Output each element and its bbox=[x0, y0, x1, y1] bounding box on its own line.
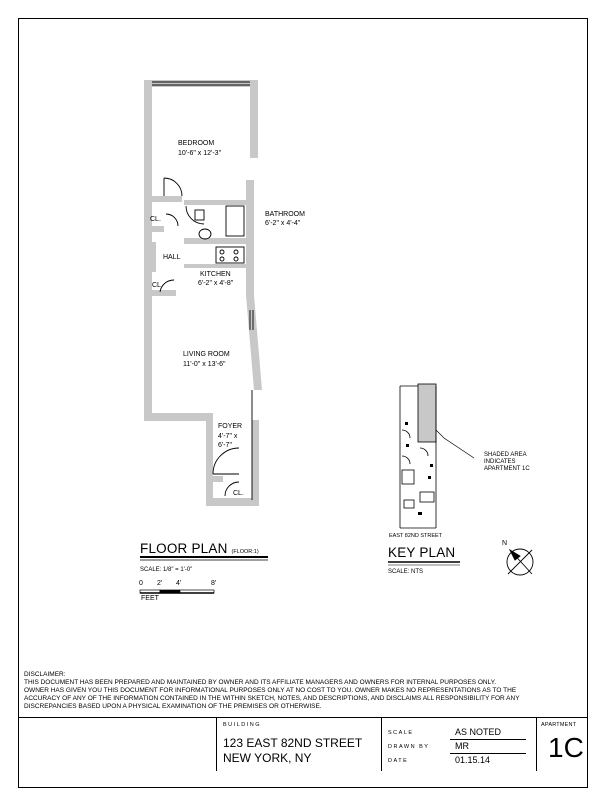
kitchen-south-wall bbox=[184, 264, 246, 268]
bathtub bbox=[226, 206, 244, 236]
floor-plan-title bbox=[140, 541, 259, 556]
north-wall bbox=[144, 80, 258, 87]
apartment-number: 1C bbox=[548, 732, 584, 763]
bathroom-label: BATHROOM bbox=[265, 211, 305, 218]
foyer-dimensions-1: 4'-7" x bbox=[218, 433, 238, 440]
scale-tick-4: 4' bbox=[176, 580, 182, 587]
shaded-apartment-1c bbox=[418, 384, 436, 442]
bathroom-dimensions: 6'-2" x 4'-4" bbox=[265, 220, 301, 227]
closet-label-1: CL. bbox=[150, 216, 161, 223]
scale-value: AS NOTED bbox=[455, 727, 502, 737]
kitchen-dimensions: 6'-2" x 4'-8" bbox=[198, 280, 234, 287]
info-cell bbox=[381, 718, 536, 771]
drawn-by-value: MR bbox=[455, 741, 469, 751]
address-line-1: 123 EAST 82ND STREET bbox=[223, 736, 363, 750]
disclaimer-block bbox=[24, 671, 586, 711]
closet-label-3: CL. bbox=[233, 490, 244, 497]
living-south-wall bbox=[144, 413, 210, 421]
bath-north-wall bbox=[184, 200, 248, 205]
disclaimer-line-1: THIS DOCUMENT HAS BEEN PREPARED AND MAINTAINED BY OWNER AND ITS AFFILIATE MANAGERS AND OWNERS FOR INTERNAL PURPOSES ONLY. bbox=[24, 679, 497, 686]
kitchen-north-wall bbox=[184, 238, 248, 244]
key-plan-note-2: INDICATES bbox=[484, 459, 516, 465]
bedroom-floor-wall bbox=[152, 196, 182, 202]
disclaimer-line-4: DISCREPANCIES BASED UPON A PHYSICAL EXAMINATION OF THE PREMISES OR OTHERWISE. bbox=[24, 703, 322, 710]
sink bbox=[195, 210, 204, 220]
bedroom-east-wall bbox=[250, 80, 258, 158]
scale-units: FEET bbox=[141, 595, 159, 602]
scale-tick-0: 0 bbox=[139, 580, 143, 587]
north-arrow-symbol bbox=[507, 549, 533, 575]
disclaimer-line-2: OWNER HAS GIVEN YOU THIS DOCUMENT FOR INFORMATIONAL PURPOSES ONLY AT NO COST TO YOU. OWNER MAKES NO REPRESENTATIONS AS TO THE bbox=[24, 687, 517, 694]
title-block bbox=[18, 717, 588, 770]
disclaimer-line-3: ACCURACY OF ANY OF THE INFORMATION CONTAINED IN THE WITHIN SKETCH, NOTES, AND DESCRIPTIONS, AND DISCLAIMS ALL RESPONSIBILITY FOR ANY bbox=[24, 695, 520, 702]
foyer-closet-wall bbox=[213, 476, 223, 482]
key-plan-title: KEY PLAN bbox=[388, 545, 456, 560]
bedroom-label: BEDROOM bbox=[178, 140, 215, 147]
graphic-scale-bar bbox=[140, 590, 214, 593]
key-plan-note-3: APARTMENT 1C bbox=[484, 466, 530, 472]
living-east-wall bbox=[246, 295, 262, 390]
hall-pier bbox=[148, 242, 156, 272]
key-plan-scale: SCALE: NTS bbox=[388, 569, 424, 575]
floor-note: (FLOOR:1) bbox=[231, 549, 259, 555]
bath-east-wall bbox=[246, 180, 254, 295]
kitchen-label: KITCHEN bbox=[200, 271, 231, 278]
north-label: N bbox=[502, 540, 508, 547]
foyer-south-wall bbox=[206, 498, 258, 506]
date-value: 01.15.14 bbox=[455, 755, 491, 765]
building-cell bbox=[216, 718, 396, 771]
drawn-by-label: DRAWN BY bbox=[388, 744, 430, 750]
disclaimer-heading: DISCLAIMER: bbox=[24, 671, 66, 678]
apartment-cell bbox=[536, 718, 588, 771]
scale-tick-8: 8' bbox=[211, 580, 217, 587]
floor-plan-title-text: FLOOR PLAN bbox=[140, 541, 228, 556]
foyer-label: FOYER bbox=[218, 423, 243, 430]
foyer-east-wall bbox=[252, 420, 259, 506]
date-label: DATE bbox=[388, 758, 409, 764]
key-plan-note-1: SHADED AREA bbox=[484, 452, 527, 458]
scale-label: SCALE bbox=[388, 730, 414, 736]
living-room-label: LIVING ROOM bbox=[183, 351, 230, 358]
address-line-2: NEW YORK, NY bbox=[223, 751, 312, 765]
bedroom-door-swing bbox=[164, 178, 182, 196]
entry-door-swing bbox=[213, 448, 239, 474]
bedroom-dimensions: 10'-6" x 12'-3" bbox=[178, 150, 222, 157]
floor-plan-scale: SCALE: 1/8" = 1'-0" bbox=[140, 567, 193, 573]
closet-wall bbox=[152, 226, 164, 232]
toilet bbox=[199, 229, 211, 239]
apartment-label: APARTMENT bbox=[541, 722, 577, 728]
hall-south-wall bbox=[152, 290, 176, 296]
foyer-west-wall bbox=[206, 413, 213, 503]
foyer-dimensions-2: 6'-7" bbox=[218, 442, 232, 449]
hall-label: HALL bbox=[163, 254, 181, 261]
key-plan-street: EAST 82ND STREET bbox=[389, 533, 443, 539]
closet-label-2: CL. bbox=[152, 282, 163, 289]
scale-tick-2: 2' bbox=[157, 580, 163, 587]
building-label: BUILDING bbox=[223, 722, 261, 728]
living-room-dimensions: 11'-0" x 13'-6" bbox=[183, 361, 226, 368]
